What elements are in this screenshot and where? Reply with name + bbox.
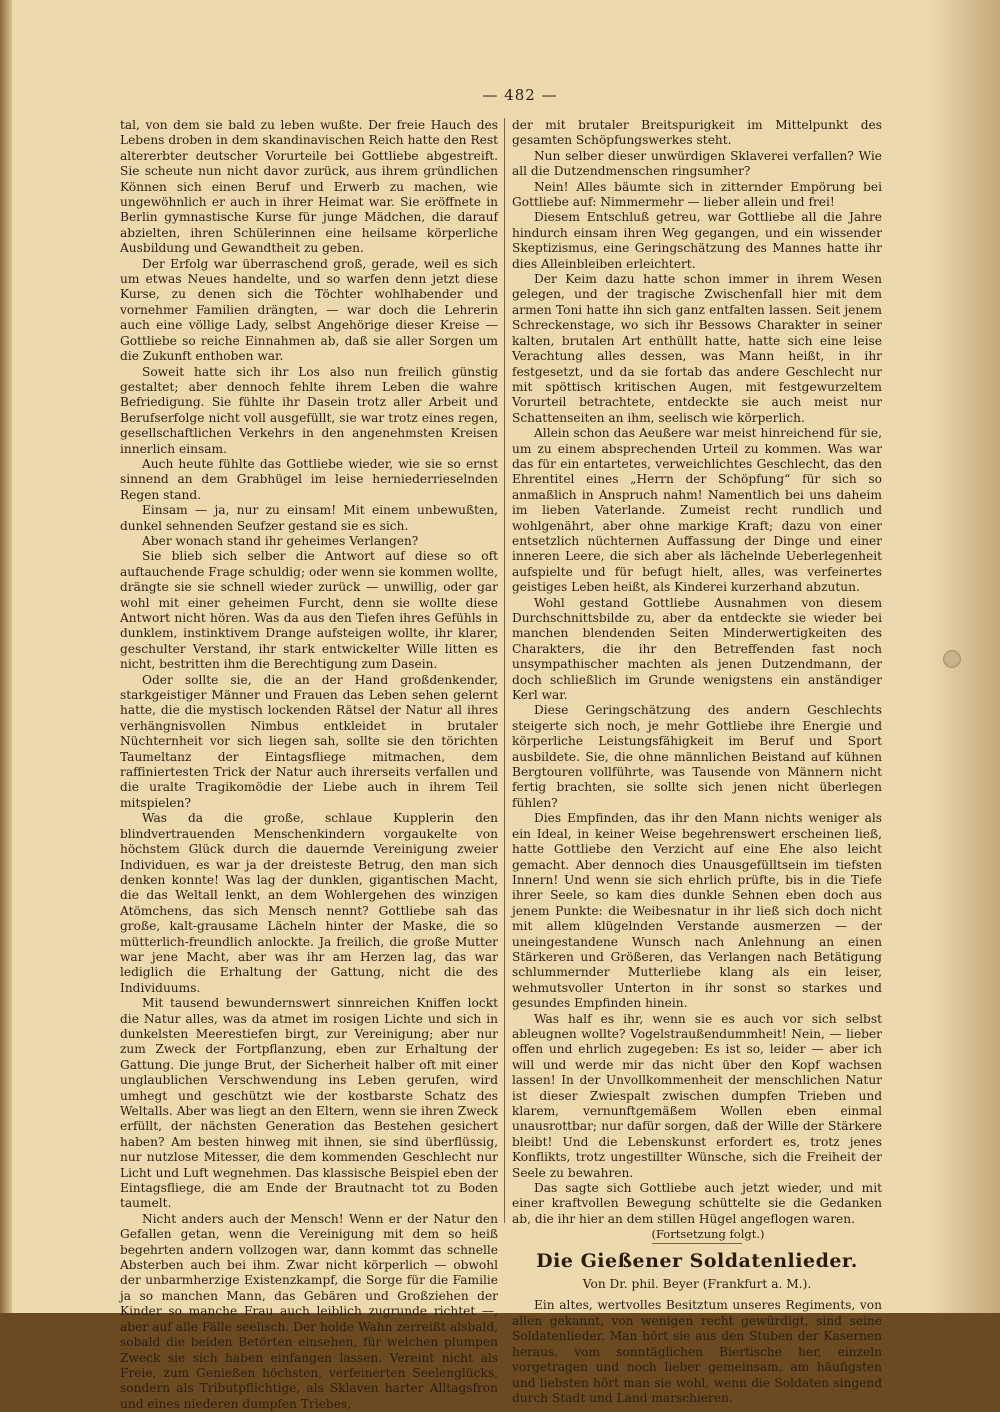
section-rule [652, 1243, 742, 1244]
left-column [120, 118, 498, 1411]
paragraph: Der Keim dazu hatte schon immer in ihrem Wesen gelegen, und der tragische Zwischenfall hier mit dem armen Toni hatte ihn sich ganz entfalten lassen. Seit jenem Schreckenstage, wo sich ihr Bessows Charakter in seiner kalten, brutalen Art enthüllt hatte, hatte sich eine leise Verachtung alles dessen, was Mann heißt, in ihr festgesetzt, und da sie fortab das andere Geschlecht nur mit spöttisch kritischen Augen, mit festgewurzeltem Vorurteil betrachtete, entdeckte sie auch meist nur Schattenseiten an ihm, seelisch wie körperlich. [512, 272, 882, 425]
paragraph: tal, von dem sie bald zu leben wußte. Der freie Hauch des Lebens droben in dem skandinavischen Reich hatte den Rest altererbter deutscher Vorurteile bei Gottliebe abgestreift. Sie scheute nun nicht davor zurück, aus ihrem gründlichen Können sich einen Beruf und Erwerb zu machen, wie ungewöhnlich er auch in ihrer Heimat war. Sie eröffnete in Berlin gymnastische Kurse für junge Mädchen, die darauf abzielten, ihren Schülerinnen eine heilsame körperliche Ausbildung und Gewandtheit zu geben. [120, 118, 498, 256]
continued-note: (Fortsetzung folgt.) [651, 1227, 765, 1242]
paragraph: Auch heute fühlte das Gottliebe wieder, wie sie so ernst sinnend an dem Grabhügel im leise herniederrieselnden Regen stand. [120, 456, 498, 502]
page-shadow [930, 0, 1000, 1313]
paragraph: Allein schon das Aeußere war meist hinreichend für sie, um zu einem absprechenden Urteil zu kommen. Was war das für ein entartetes, verweichlichtes Geschlecht, das den Ehrentitel eines „Herrn der Schöpfung“ für sich so anmaßlich in Anspruch nahm! Namentlich bei uns daheim im lieben Vaterlande. Zumeist recht rundlich und wohlgenährt, aber ohne markige Kraft; dazu von einer entsetzlich nüchternen Auffassung der Dinge und einer inneren Leere, die sich aber als lächelnde Ueberlegenheit aufspielte und für befugt hielt, alles, was verfeinertes geistiges Leben heißt, als Kinderei kurzerhand abzutun. [512, 426, 882, 595]
paragraph: Einsam — ja, nur zu einsam! Mit einem unbewußten, dunkel sehnenden Seufzer gestand sie es sich. [120, 503, 498, 533]
column-divider [504, 118, 505, 1223]
paragraph: Nein! Alles bäumte sich in zitternder Empörung bei Gottliebe auf: Nimmermehr — lieber allein und frei! [512, 179, 882, 210]
paragraph: Diese Geringschätzung des andern Geschlechts steigerte sich noch, je mehr Gottliebe ihre Energie und körperliche Leistungsfähigkeit im Beruf und Sport ausbildete. Sie, die ohne männlichen Beistand auf kühnen Bergtouren vollführte, was Tausende von Männern nicht fertig brachten, sie sollte sich jenen nicht überlegen fühlen? [512, 703, 882, 810]
page-number: — 482 — [482, 86, 558, 104]
paragraph: Wohl gestand Gottliebe Ausnahmen von diesem Durchschnittsbilde zu, aber da entdeckte sie wieder bei manchen blendenden Seiten Minderwertigkeiten des Charakters, die ihr den Betreffenden fast noch unsympathischer machten als jenen Dutzendmann, der doch schließlich im Grunde wenigstens ein anständiger Kerl war. [512, 595, 882, 703]
paragraph: Aber wonach stand ihr geheimes Verlangen? [142, 533, 419, 548]
paragraph: Nun selber dieser unwürdigen Sklaverei verfallen? Wie all die Dutzendmenschen ringsumher? [512, 148, 882, 179]
article-byline: Von Dr. phil. Beyer (Frankfurt a. M.). [582, 1277, 812, 1292]
paragraph: Oder sollte sie, die an der Hand großdenkender, starkgeistiger Männer und Frauen das Leben sehen gelernt hatte, die die mystisch lockenden Rätsel der Natur all ihres verhängnisvollen Nimbus entkleidet in brutaler Nüchternheit vor sich liegen sah, sollte sie den törichten Taumeltanz der Eintagsfliege mitmachen, dem raffiniertesten Trick der Natur auch ihrerseits verfallen und die uralte Tragikomödie der Liebe auch in ihrem Teil mitspielen? [120, 672, 498, 810]
paragraph: der mit brutaler Breitspurigkeit im Mittelpunkt des gesamten Schöpfungswerkes steht. [512, 118, 882, 148]
paragraph: Das sagte sich Gottliebe auch jetzt wieder, und mit einer kraftvollen Bewegung schüttelte sie die Gedanken ab, die ihr hier an dem stillen Hügel angeflogen waren. [512, 1181, 882, 1226]
paragraph: Diesem Entschluß getreu, war Gottliebe all die Jahre hindurch einsam ihren Weg gegangen, und ein wissender Skeptizismus, eine Geringschätzung des Mannes hatte ihr dies Alleinbleiben erleichtert. [512, 210, 882, 271]
paragraph: Was da die große, schlaue Kupplerin den blindvertrauenden Menschenkindern vorgaukelte von höchstem Glück durch die dauernde Vereinigung zweier Individuen, es war ja der dreisteste Betrug, den man sich denken konnte! Was lag der dunklen, gigantischen Macht, die das Weltall lenkt, an dem Wohlergehen des winzigen Atömchens, das sich Mensch nennt? Gottliebe sah das große, kalt-grausame Lächeln hinter der Maske, die so mütterlich-freundlich anlockte. Ja freilich, die große Mutter war jene Macht, aber was ihr am Herzen lag, das war lediglich die Erhaltung der Gattung, nicht die des Individuums. [120, 811, 498, 995]
paragraph: Sie blieb sich selber die Antwort auf diese so oft auftauchende Frage schuldig; oder wenn sie kommen wollte, drängte sie sie schnell wieder zurück — unwillig, oder gar wohl mit einer geheimen Furcht, denn sie wollte diese Antwort nicht hören. Was da aus den Tiefen ihres Gefühls in dunklem, instinktivem Drange aufsteigen wollte, ihr klarer, geschulter Verstand, ihr stark entwickelter Wille litten es nicht, bestritten ihm die Berechtigung zum Dasein. [120, 549, 498, 672]
right-column [512, 118, 882, 1405]
paragraph: Nicht anders auch der Mensch! Wenn er der Natur den Gefallen getan, wenn die Vereinigung mit dem so heiß begehrten andern vollzogen war, dann kommt das schnelle Absterben auch bei ihm. Zwar nicht körperlich — obwohl der unbarmherzige Existenzkampf, die Sorge für die Familie ja so manchen Mann, das Gebären und Großziehen der Kinder so manche Frau auch leiblich zugrunde richtet —, aber auf alle Fälle seelisch. Der holde Wahn zerreißt alsbald, sobald die beiden Betörten einsehen, für welchen plumpen Zweck sie sich haben einfangen lassen. Vereint nicht als Freie, zum Genießen höchsten, verfeinerten Seelenglücks, sondern als Tributpflichtige, als Sklaven harter Alltagsfron und eines niederen dumpfen Triebes, [120, 1211, 498, 1411]
binding-edge [0, 0, 12, 1313]
binding-hole [943, 650, 961, 668]
article-paragraph: Ein altes, wertvolles Besitztum unseres Regiments, von allen gekannt, von wenigen recht gewürdigt, sind seine Soldatenlieder. Man hört sie aus den Stuben der Kasernen heraus, vom sonntäglichen Biertische her, einzeln vorgetragen und noch lieber gemeinsam, am häufigsten und liebsten hört man sie wohl, wenn die Soldaten singend durch Stadt und Land marschieren. [512, 1298, 882, 1405]
article-title: Die Gießener Soldatenlieder. [536, 1249, 858, 1272]
paragraph: Dies Empfinden, das ihr den Mann nichts weniger als ein Ideal, in keiner Weise begehrenswert erscheinen ließ, hatte Gottliebe den Verzicht auf eine Ehe also leicht gemacht. Aber dennoch dies Unausgefülltsein im tiefsten Innern! Und wenn sie sich ehrlich prüfte, bis in die Tiefe ihrer Seele, so kam dies dunkle Sehnen eben doch aus jenem Punkte: die Weibesnatur in ihr ließ sich doch nicht mit allem klügelnden Verstande ausmerzen — der uneingestandene Wunsch nach Anlehnung an einen Stärkeren und Größeren, das Verlangen nach Betätigung schlummernder Mutterliebe klang als ein leiser, wehmutsvoller Unterton in ihr sonst so starkes und gesundes Empfinden hinein. [512, 811, 882, 1011]
paragraph: Mit tausend bewundernswert sinnreichen Kniffen lockt die Natur alles, was da atmet im rosigen Lichte und sich in dunkelsten Meerestiefen birgt, zur Vereinigung; aber nur zum Zweck der Fortpflanzung, eben zur Erhaltung der Gattung. Die junge Brut, der Sicherheit halber oft mit einer unglaublichen Verschwendung ins Leben gerufen, wird umhegt und geschützt wie der kostbarste Schatz des Weltalls. Aber was liegt an den Eltern, wenn sie ihren Zweck erfüllt, der nächsten Generation das Bestehen gesichert haben? Am besten hinweg mit ihnen, sie sind überflüssig, nur nutzlose Mitesser, die dem kommenden Geschlecht nur Licht und Luft wegnehmen. Das klassische Beispiel eben der Eintagsfliege, die am Ende der Brautnacht tot zu Boden taumelt. [120, 996, 498, 1211]
paragraph: Der Erfolg war überraschend groß, gerade, weil es sich um etwas Neues handelte, und so warfen denn jetzt diese Kurse, zu denen sich die Töchter wohlhabender und vornehmer Familien drängten, — war doch die Lehrerin auch eine völlige Lady, selbst Angehörige dieser Kreise — Gottliebe so reiche Einnahmen ab, daß sie aller Sorgen um die Zukunft enthoben war. [120, 256, 498, 364]
paragraph: Soweit hatte sich ihr Los also nun freilich günstig gestaltet; aber dennoch fehlte ihrem Leben die wahre Befriedigung. Sie fühlte ihr Dasein trotz aller Arbeit und Berufserfolge nicht voll ausgefüllt, sie war trotz eines regen, gesellschaftlichen Verkehrs in den angenehmsten Kreisen innerlich einsam. [120, 364, 498, 456]
paragraph: Was half es ihr, wenn sie es auch vor sich selbst ableugnen wollte? Vogelstraußendummheit! Nein, — lieber offen und ehrlich zugegeben: Es ist so, leider — aber ich will und werde mir das nicht über den Kopf wachsen lassen! In der Unvollkommenheit der menschlichen Natur ist dieser Zwiespalt zwischen dumpfen Trieben und klarem, vernunftgemäßem Wollen eben einmal unausrottbar; nur dafür sorgen, daß der Wille der Stärkere bleibt! Und die Lebenskunst erfordert es, trotz jenes Konflikts, trotz ungestillter Wünsche, sich die Freiheit der Seele zu bewahren. [512, 1011, 882, 1180]
